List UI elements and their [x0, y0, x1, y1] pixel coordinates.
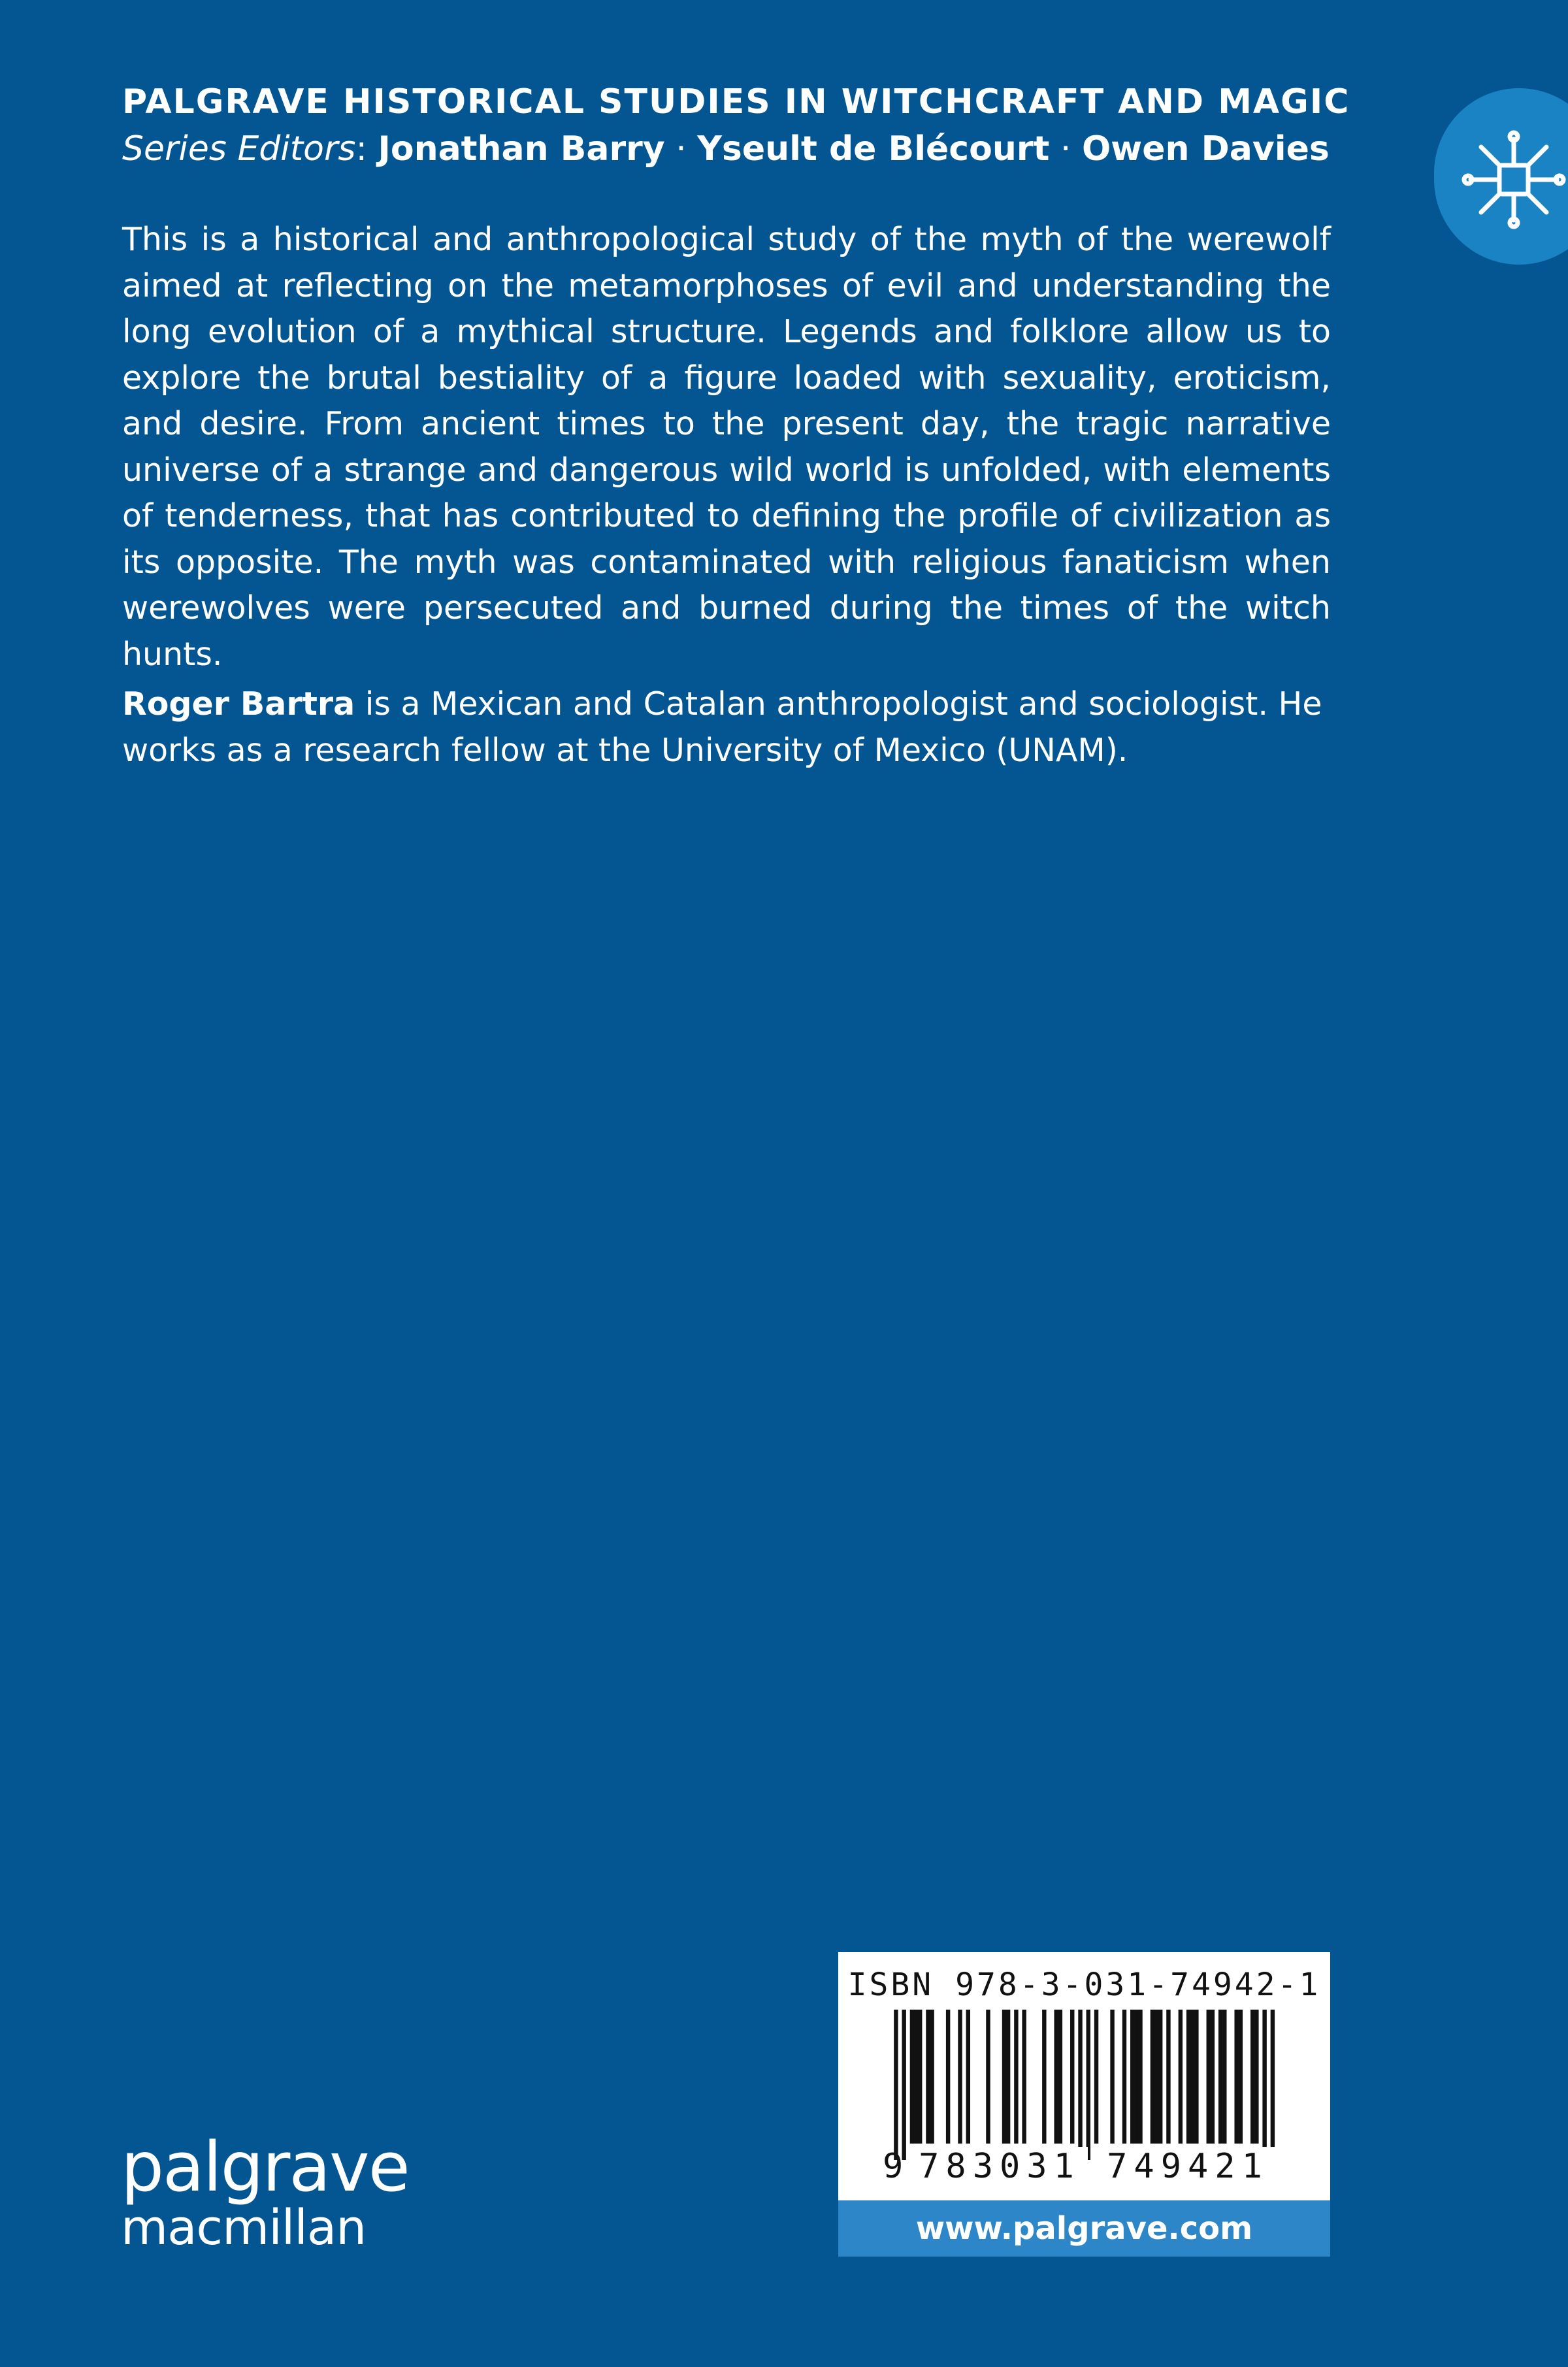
- barcode-bar: [1130, 2010, 1134, 2144]
- publisher-logo: [121, 2127, 409, 2256]
- barcode-bar: [1154, 2010, 1158, 2144]
- series-editor-1: Jonathan Barry: [378, 129, 665, 169]
- barcode-bar: [1086, 2010, 1090, 2160]
- barcode-bar: [1186, 2010, 1190, 2144]
- series-editors-label: Series Editors: [122, 129, 356, 169]
- series-header: [122, 78, 1350, 172]
- barcode-bar: [1151, 2010, 1154, 2144]
- barcode-bar: [1254, 2010, 1258, 2144]
- barcode-bar: [958, 2010, 962, 2144]
- barcode-bar: [1262, 2010, 1266, 2160]
- barcode-bar: [1134, 2010, 1138, 2144]
- barcode-bar: [1250, 2010, 1254, 2144]
- author-bio: [122, 681, 1331, 774]
- circuit-node-icon: [1434, 88, 1568, 265]
- isbn-label: ISBN 978-3-031-74942-1: [847, 1967, 1321, 2003]
- barcode-bar: [1014, 2010, 1018, 2144]
- series-title: PALGRAVE HISTORICAL STUDIES IN WITCHCRAFT AND MAGIC: [122, 82, 1350, 122]
- circuit-node-icon-graphic: [1462, 127, 1566, 232]
- editor-separator-2: ·: [1049, 129, 1082, 169]
- barcode-digits: [838, 2147, 1330, 2186]
- barcode-bar: [926, 2010, 930, 2144]
- barcode-right-digits: 749421: [1100, 2147, 1276, 2186]
- barcode-bar: [1138, 2010, 1142, 2144]
- barcode-bar: [1054, 2010, 1058, 2144]
- barcode-bar: [1271, 2010, 1275, 2160]
- barcode-bar: [1211, 2010, 1215, 2144]
- publisher-logo-line2: macmillan: [121, 2200, 367, 2256]
- barcode-bar: [1094, 2010, 1098, 2144]
- barcode-bar: [1158, 2010, 1162, 2144]
- barcode-first-digit: 9: [883, 2147, 904, 2186]
- barcode-bar: [1234, 2010, 1238, 2144]
- barcode-bar: [918, 2010, 922, 2144]
- barcode-bar: [1022, 2010, 1026, 2144]
- barcode-left-digits: 783031: [911, 2147, 1088, 2186]
- barcode-bar: [1194, 2010, 1198, 2144]
- editor-separator-1: ·: [664, 129, 698, 169]
- barcode-bar: [910, 2010, 914, 2144]
- barcode-bar: [1218, 2010, 1222, 2144]
- barcode-bar: [914, 2010, 918, 2144]
- barcode-bar: [1006, 2010, 1010, 2144]
- barcode-bar: [1239, 2010, 1243, 2144]
- barcode-bar: [1070, 2010, 1074, 2144]
- publisher-website: www.palgrave.com: [838, 2200, 1330, 2257]
- series-editors-colon: :: [355, 129, 378, 169]
- barcode-bar: [1190, 2010, 1194, 2144]
- author-bio-text: is a Mexican and Catalan anthropologist and sociologist. He works as a research fellow at the University of Mexico (UNAM).: [122, 685, 1322, 769]
- barcode-bar: [1166, 2010, 1170, 2144]
- series-editor-2: Yseult de Blécourt: [697, 129, 1050, 169]
- publisher-logo-line1: palgrave: [121, 2127, 409, 2207]
- series-editor-3: Owen Davies: [1081, 129, 1330, 169]
- barcode-bar: [1078, 2010, 1082, 2160]
- barcode-bars: [858, 2010, 1311, 2160]
- barcode-bar: [966, 2010, 970, 2144]
- barcode-bar: [894, 2010, 898, 2160]
- barcode-bar: [1207, 2010, 1211, 2144]
- book-description: This is a historical and anthropological study of the myth of the werewolf aimed at reflecting on the metamorphoses of evil and understanding the long evolution of a mythical structure. Legends and folklore allow us to explore the brutal bestiality of a figure loaded with sexuality, eroticism, and desire. From ancient times to the present day, the tragic narrative universe of a strange and dangerous wild world is unfolded, with elements of tenderness, that has contributed to defining the profile of civilization as its opposite. The myth was contaminated with religious fanaticism when werewolves were persecuted and burned during the times of the witch hunts.: [122, 221, 1331, 673]
- isbn-barcode: [838, 1952, 1330, 2200]
- barcode-bar: [902, 2010, 906, 2160]
- barcode-bar: [1110, 2010, 1114, 2144]
- barcode-bar: [946, 2010, 950, 2144]
- barcode-bar: [1002, 2010, 1006, 2144]
- barcode-bar: [1179, 2010, 1183, 2144]
- barcode-bar: [930, 2010, 934, 2144]
- barcode-bar: [1042, 2010, 1046, 2144]
- barcode-bar: [986, 2010, 990, 2144]
- barcode-bar: [1222, 2010, 1226, 2144]
- barcode-bar: [1058, 2010, 1062, 2144]
- author-name: Roger Bartra: [122, 685, 355, 723]
- series-editors: [122, 125, 1337, 172]
- barcode-bar: [1122, 2010, 1126, 2144]
